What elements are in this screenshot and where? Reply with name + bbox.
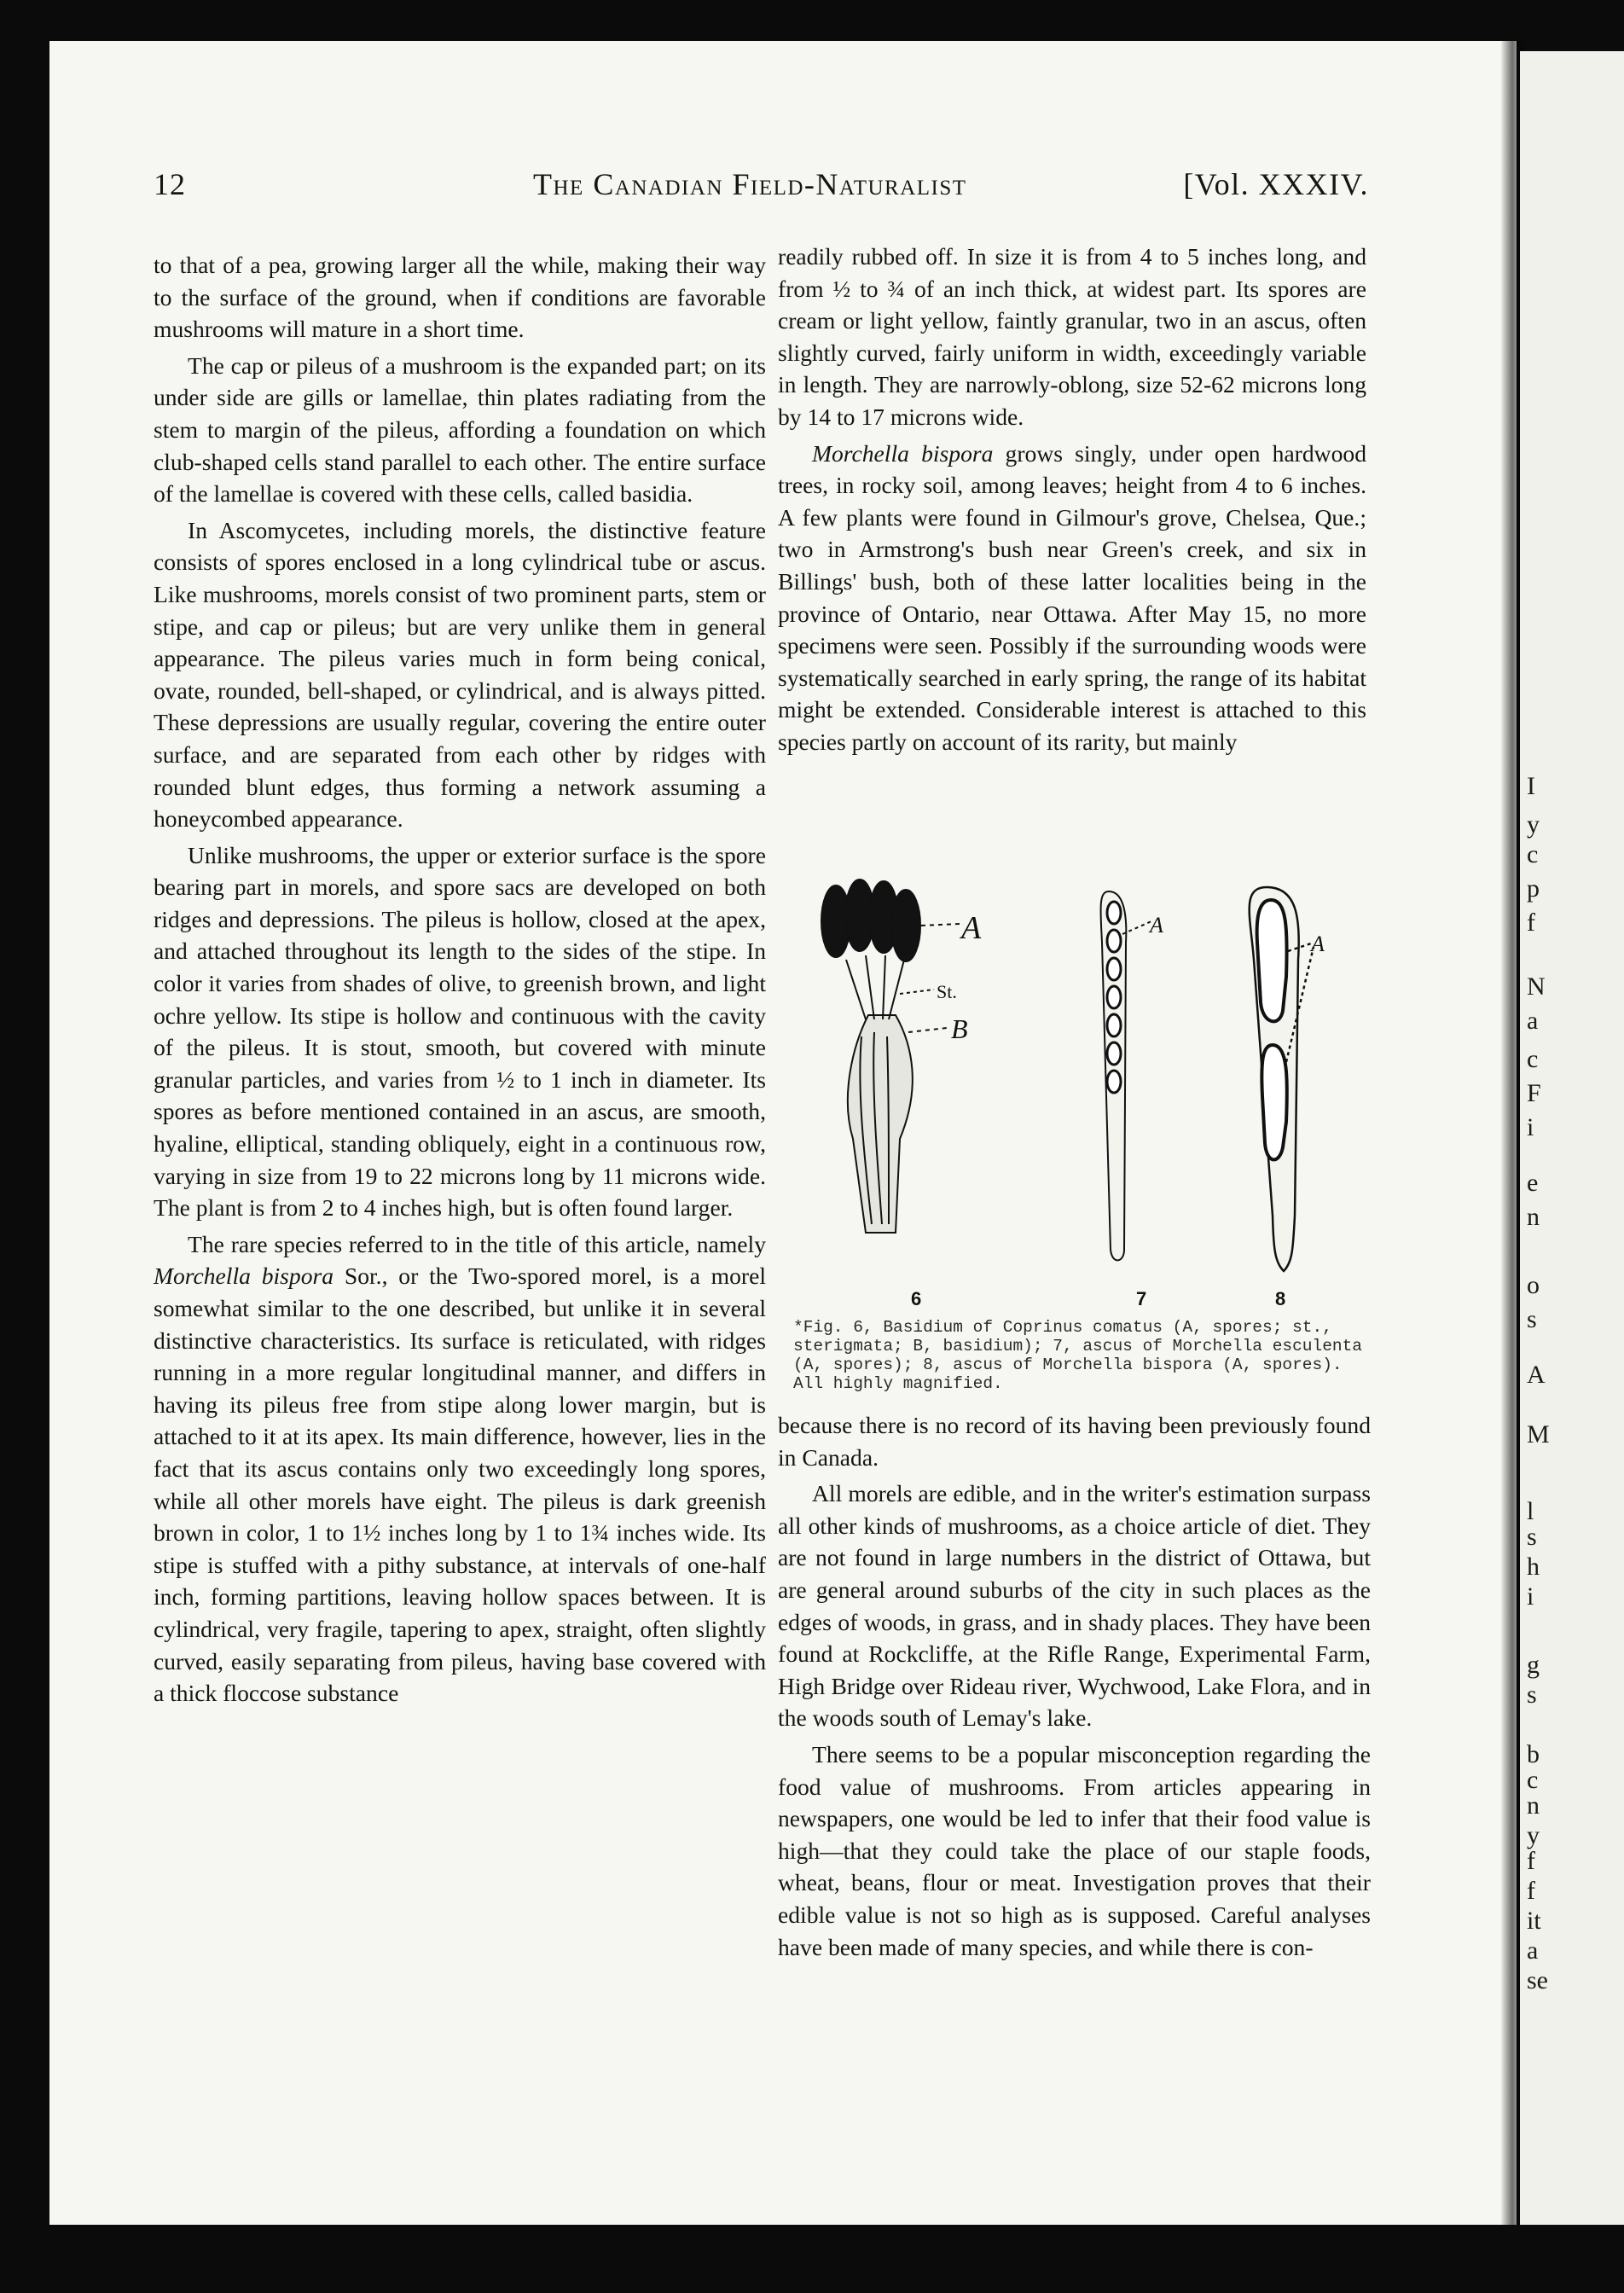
right-column-bottom xyxy=(778,1409,1371,1967)
paragraph: In Ascomycetes, including morels, the distinctive feature consists of spores enclosed in a long cylindrical tube or ascus. Like mushrooms, morels consist of two prominent parts, stem or stipe, and cap or pileus; but are very unlike them in general appearance. The pileus varies much in form being conical, ovate, rounded, bell-shaped, or cylindrical, and is always pitted. These depressions are usually regular, covering the entire outer surface, and are separated from each other by ridges with rounded blunt edges, thus forming a network assuming a honeycombed appearance. xyxy=(154,516,766,833)
figure-caption: *Fig. 6, Basidium of Coprinus comatus (A, spores; st., sterigmata; B, basidium); 7, ascus of Morchella esculenta (A, spores); 8, ascus of Morchella bispora (A, spores). All highly magnified. xyxy=(793,1318,1363,1393)
edge-fragment: n xyxy=(1527,1203,1540,1231)
edge-fragment: a xyxy=(1527,1007,1539,1035)
right-column-top xyxy=(778,241,1366,763)
edge-fragment: s xyxy=(1527,1305,1537,1333)
edge-fragment: p xyxy=(1527,874,1540,903)
edge-fragment: N xyxy=(1527,972,1546,1001)
text-run: Sor., or the Two-spored morel, is a morel somewhat similar to the one described, but unlike it in several distinctive characteristics. Its surface is reticulated, with ridges running in a more regular longitudinal manner, and differs in having its pileus free from stipe along lower margin, but is attached to it at its apex. Its main difference, however, lies in the fact that its ascus contains only two exceedingly long spores, while all other morels have eight. The pileus is dark greenish brown in color, 1 to 1½ inches long by 1 to 1¾ inches wide. Its stipe is stuffed with a pithy substance, at intervals of one-half inch, forming partitions, leaving hollow spaces between. It is cylindrical, very fragile, tapering to apex, straight, often slightly curved, easily separating from pileus, having base covered with a thick floccose substance xyxy=(154,1263,766,1707)
text-run: The rare species referred to in the title of this article, namely xyxy=(188,1230,766,1257)
edge-fragment: n xyxy=(1527,1791,1540,1820)
edge-fragment: F xyxy=(1527,1079,1541,1107)
edge-fragment: f xyxy=(1527,1877,1535,1905)
edge-fragment: I xyxy=(1527,772,1535,800)
edge-fragment: se xyxy=(1527,1966,1548,1994)
edge-fragment: f xyxy=(1527,908,1535,937)
figure-number-7: 7 xyxy=(1136,1288,1147,1309)
adjacent-page-edge xyxy=(1520,51,1624,2225)
edge-fragment: b xyxy=(1527,1740,1540,1768)
label-a-spores: A xyxy=(961,910,982,946)
edge-fragment: A xyxy=(1527,1361,1546,1389)
edge-fragment: l xyxy=(1527,1497,1534,1525)
edge-fragment: c xyxy=(1527,1045,1539,1073)
edge-fragment: y xyxy=(1527,810,1540,839)
edge-fragment: f xyxy=(1527,1847,1535,1875)
edge-fragment: y xyxy=(1527,1821,1540,1849)
species-name: Morchella bispora xyxy=(812,439,994,467)
paragraph: All morels are edible, and in the writer's estimation surpass all other kinds of mushrooms, as a choice article of diet. They are not found in large numbers in the district of Ottawa, but are general around suburbs of the city in such places as the edges of woods, in grass, and in shady places. They have been found at Rockcliffe, at the Rifle Range, Experimental Farm, High Bridge over Rideau river, Wychwood, Lake Flora, and in the woods south of Lemay's lake. xyxy=(778,1480,1371,1732)
figure-drawings xyxy=(793,874,1365,1309)
text-run: grows singly, under open hardwood trees, in rocky soil, among leaves; height from 4 to 6 inches. A few plants were found in Gilmour's grove, Chelsea, Que.; two in Armstrong's bush near Green's creek, and six in Billings' bush, both of these latter localities being in the province of Ontario, near Ottawa. After May 15, no more specimens were seen. Possibly if the surrounding woods were systematically searched in early spring, the range of its habitat might be extended. Considerable interest is attached to this species partly on account of its rarity, but mainly xyxy=(778,439,1366,755)
figure-number-8: 8 xyxy=(1275,1288,1286,1309)
paragraph: to that of a pea, growing larger all the while, making their way to the surface of the ground, when if conditions are favorable mushrooms will mature in a short time. xyxy=(154,252,766,343)
edge-fragment: M xyxy=(1527,1420,1550,1448)
page-number: 12 xyxy=(154,167,186,201)
paragraph: The cap or pileus of a mushroom is the expanded part; on its under side are gills or lamellae, thin plates radiating from the stem to margin of the pileus, affording a foundation on which club-shaped cells stand parallel to each other. The entire surface of the lamellae is covered with these cells, called basidia. xyxy=(154,351,766,508)
edge-fragment: i xyxy=(1527,1582,1534,1611)
volume-label: [Vol. XXXIV. xyxy=(1183,167,1369,201)
edge-fragment: it xyxy=(1527,1907,1541,1935)
edge-fragment: e xyxy=(1527,1169,1539,1197)
label-b-basidium: B xyxy=(951,1013,968,1044)
left-column xyxy=(154,249,766,1714)
journal-title: The Canadian Field-Naturalist xyxy=(533,167,967,201)
edge-fragment: s xyxy=(1527,1523,1537,1551)
label-sterigmata: St. xyxy=(937,981,957,1002)
figure-illustration xyxy=(793,874,1365,1309)
ascus-morchella-esculenta-drawing xyxy=(1100,891,1151,1260)
basidium-drawing xyxy=(821,879,960,1233)
paragraph: because there is no record of its having been previously found in Canada. xyxy=(778,1412,1371,1471)
label-a-esculenta-spores: A xyxy=(1150,913,1163,938)
edge-fragment: c xyxy=(1527,1766,1539,1794)
edge-fragment: h xyxy=(1527,1553,1540,1581)
label-a-bispora-spores: A xyxy=(1311,932,1325,956)
paragraph: There seems to be a popular misconception regarding the food value of mushrooms. From articles appearing in newspapers, one would be led to infer that their food value is high—that they could take the place of our staple foods, wheat, beans, flour or meat. Investigation proves that their edible value is not so high as is supposed. Careful analyses have been made of many species, and while there is con- xyxy=(778,1740,1371,1960)
running-header xyxy=(102,166,1416,209)
paragraph: readily rubbed off. In size it is from 4 to 5 inches long, and from ½ to ¾ of an inch thick, at widest part. Its spores are cream or light yellow, faintly granular, two in an ascus, often slightly curved, fairly uniform in width, exceedingly variable in length. They are narrowly-oblong, size 52-62 microns long by 14 to 17 microns wide. xyxy=(778,243,1366,430)
paragraph: Unlike mushrooms, the upper or exterior surface is the spore bearing part in morels, and spore sacs are developed on both ridges and depressions. The pileus is hollow, closed at the apex, and attached throughout its length to the sides of the stipe. In color it varies from shades of olive, to greenish brown, and light ochre yellow. Its stipe is hollow and continuous with the cavity of the pileus. It is stout, smooth, but covered with minute granular particles, and varies from ½ to 1 inch in diameter. Its spores as before mentioned contained in an ascus, are smooth, hyaline, elliptical, standing obliquely, eight in a continuous row, varying in size from 19 to 22 microns long by 11 microns wide. The plant is from 2 to 4 inches high, but is often found larger. xyxy=(154,841,766,1222)
paragraph xyxy=(778,438,1366,758)
paragraph xyxy=(154,1228,766,1710)
edge-fragment: c xyxy=(1527,840,1539,868)
edge-fragment: s xyxy=(1527,1681,1537,1709)
edge-fragment: o xyxy=(1527,1271,1540,1299)
ascus-morchella-bispora-drawing xyxy=(1250,887,1314,1271)
edge-fragment: i xyxy=(1527,1113,1534,1141)
edge-fragment: a xyxy=(1527,1936,1539,1965)
edge-fragment: g xyxy=(1527,1651,1540,1679)
figure-number-6: 6 xyxy=(911,1288,922,1309)
species-name: Morchella bispora xyxy=(154,1263,334,1290)
